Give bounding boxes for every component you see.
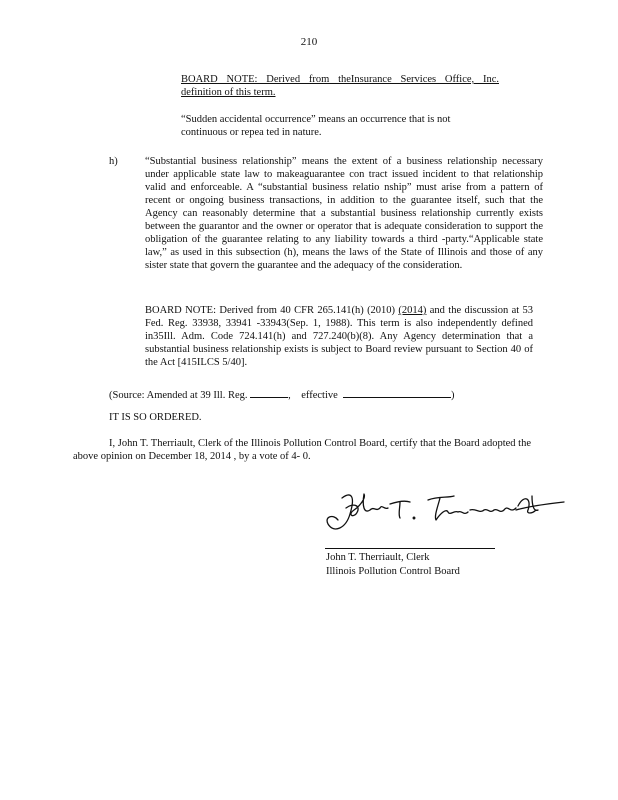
definition-sudden-accidental-occurrence: “Sudden accidental occurrence” means an occurrence that is not continuous or repea ted in nature. bbox=[181, 114, 451, 138]
clerk-signature bbox=[320, 484, 570, 544]
definition-substantial-business-relationship: “Substantial business relationship” means the extent of a business relationship necessary under applicable state law to makeaguarantee con tract issued incident to that relationship valid and enforceable. A “substantial business relatio nship” must arise from a pattern of recent or ongoing business transactions, in addition to the guarantee itself, such that the Agency can reasonably determine that a substantial business relationship currently exists between the guarantor and the owner or operator that is adequate consideration to support the obligation of the guarantee relating to any liability towards a third -party.“Applicable state law,” as used in this subsection (h), means the laws of the State of Illinois and those of any sister state that govern the guarantee and the adequacy of the consideration. bbox=[145, 156, 543, 271]
effective-date-blank bbox=[343, 387, 451, 398]
board-note-cfr-year: (2014) bbox=[398, 305, 427, 316]
effective-label: effective bbox=[301, 390, 338, 401]
source-prefix: (Source: Amended at 39 Ill. Reg. bbox=[109, 390, 248, 401]
clerk-certification bbox=[73, 437, 531, 463]
page-number: 210 bbox=[300, 36, 318, 48]
board-note-cfr-part2: and the discussion at 53 Fed. Reg. 33938, 33941 -33943(Sep. 1, 1988). This term is also independently defined in35Ill. Adm. Code 724.141(h) and 727.240(b)(8). Any Agency determination that a substantial business relationship exists is subject to Board review pursuant to Section 40 of the Act [415ILCS 5/40]. bbox=[145, 305, 533, 368]
board-note-insurance: BOARD NOTE: Derived from theInsurance Services Office, Inc. definition of this term. bbox=[181, 74, 499, 98]
source-comma: , bbox=[288, 390, 291, 401]
signature-line bbox=[325, 548, 495, 549]
board-note-cfr bbox=[145, 304, 533, 369]
ordered-statement: IT IS SO ORDERED. bbox=[109, 412, 202, 423]
clerk-name: John T. Therriault, Clerk bbox=[326, 552, 430, 563]
source-close: ) bbox=[451, 390, 455, 401]
subsection-label: h) bbox=[109, 156, 118, 167]
clerk-organization: Illinois Pollution Control Board bbox=[326, 566, 460, 577]
register-page-blank bbox=[250, 387, 288, 398]
certification-text: I, John T. Therriault, Clerk of the Illinois Pollution Control Board, certify that the Board adopted the above opinion on December 18, 2014 , by a vote of 4- 0. bbox=[73, 438, 531, 462]
source-line bbox=[109, 387, 509, 402]
board-note-cfr-part1: BOARD NOTE: Derived from 40 CFR 265.141(h) (2010) bbox=[145, 305, 399, 316]
